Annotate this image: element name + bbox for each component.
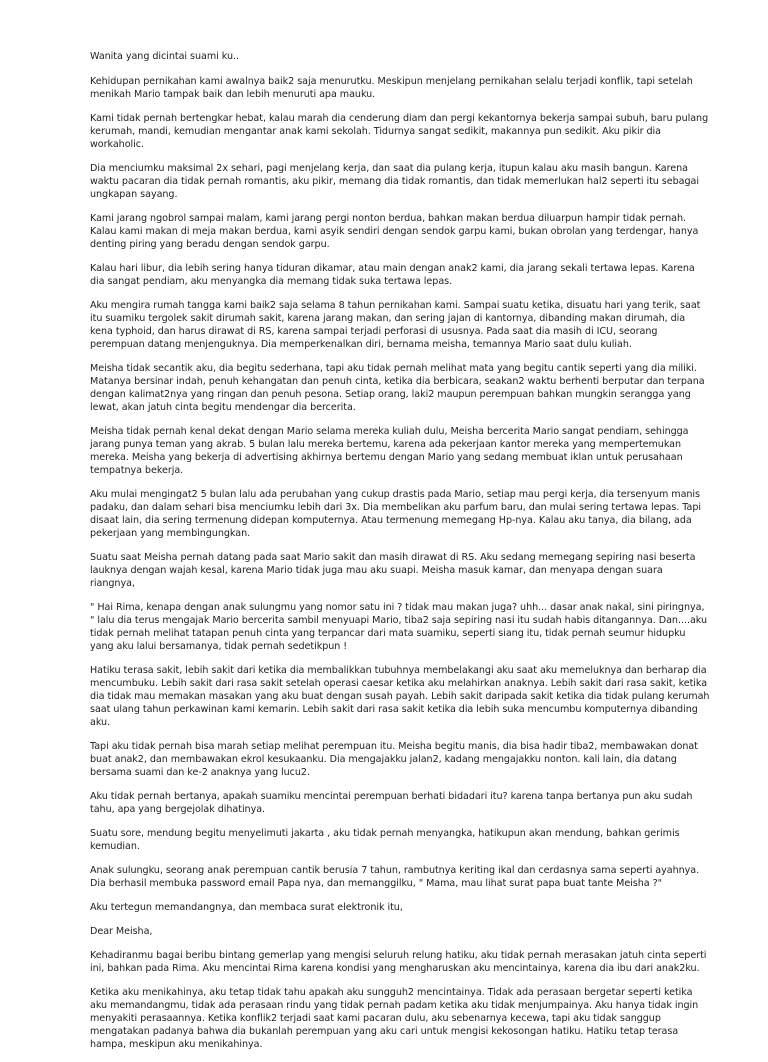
paragraph: Hatiku terasa sakit, lebih sakit dari ketika dia membalikkan tubuhnya membelakangi aku saat aku memeluknya dan berharap dia mencumbuku. Lebih sakit dari rasa sakit setelah operasi caesar ketika aku melahirkan anaknya. Lebih sakit dari rasa sakit, ketika dia tidak mau memakan masakan yang aku buat dengan susah payah. Lebih sakit daripada sakit ketika dia tidak pulang kerumah saat ulang tahun perkawinan kami kemarin. Lebih sakit dari rasa sakit ketika dia lebih suka mencumbu komputernya dibanding aku. bbox=[90, 665, 710, 728]
document-title: Wanita yang dicintai suami ku.. bbox=[90, 51, 240, 62]
paragraph: Anak sulungku, seorang anak perempuan cantik berusia 7 tahun, rambutnya keriting ikal dan cerdasnya sama seperti ayahnya. Dia berhasil membuka password email Papa nya, dan memanggilku, " Mama, mau lihat surat papa buat tante Meisha ?" bbox=[90, 865, 700, 889]
paragraph: Suatu saat Meisha pernah datang pada saat Mario sakit dan masih dirawat di RS. Aku sedang memegang sepiring nasi beserta lauknya dengan wajah kesal, karena Mario tidak juga mau aku suapi. Meisha masuk kamar, dan menyapa dengan suara riangnya, bbox=[90, 552, 696, 589]
document-body bbox=[90, 50, 710, 1062]
paragraph: Aku tidak pernah bertanya, apakah suamiku mencintai perempuan berhati bidadari itu? karena tanpa bertanya pun aku sudah tahu, apa yang bergejolak dihatinya. bbox=[90, 791, 693, 815]
paragraph: Kehadiranmu bagai beribu bintang gemerlap yang mengisi seluruh relung hatiku, aku tidak pernah merasakan jatuh cinta seperti ini, bahkan pada Rima. Aku mencintai Rima karena kondisi yang mengharuskan aku mencintainya, karena dia ibu dari anak2ku. bbox=[90, 950, 707, 974]
paragraph: Aku mengira rumah tangga kami baik2 saja selama 8 tahun pernikahan kami. Sampai suatu ketika, disuatu hari yang terik, saat itu suamiku tergolek sakit dirumah sakit, karena jarang makan, dan sering jajan di kantornya, dibanding makan dirumah, dia kena typhoid, dan harus dirawat di RS, karena sampai terjadi perforasi di ususnya. Pada saat dia masih di ICU, seorang perempuan datang menjenguknya. Dia memperkenalkan diri, bernama meisha, temannya Mario saat dulu kuliah. bbox=[90, 300, 701, 350]
paragraph: Meisha tidak pernah kenal dekat dengan Mario selama mereka kuliah dulu, Meisha bercerita Mario sangat pendiam, sehingga jarang punya teman yang akrab. 5 bulan lalu mereka bertemu, karena ada pekerjaan kantor mereka yang mempertemukan mereka. Meisha yang bekerja di advertising akhirnya bertemu dengan Mario yang sedang membuat iklan untuk perusahaan tempatnya bekerja. bbox=[90, 426, 689, 476]
paragraph: Tapi aku tidak pernah bisa marah setiap melihat perempuan itu. Meisha begitu manis, dia bisa hadir tiba2, membawakan donat buat anak2, dan membawakan ekrol kesukaanku. Dia mengajakku jalan2, kadang mengajakku nonton. kali lain, dia datang bersama suami dan ke-2 anaknya yang lucu2. bbox=[90, 741, 698, 778]
paragraph: Aku tertegun memandangnya, dan membaca surat elektronik itu, bbox=[90, 902, 403, 913]
paragraph: Kami jarang ngobrol sampai malam, kami jarang pergi nonton berdua, bahkan makan berdua diluarpun hampir tidak pernah. Kalau kami makan di meja makan berdua, kami asyik sendiri dengan sendok garpu kami, bukan obrolan yang terdengar, hanya denting piring yang beradu dengan sendok garpu. bbox=[90, 213, 699, 250]
letter-salutation: Dear Meisha, bbox=[90, 926, 153, 937]
paragraph: Ketika aku menikahinya, aku tetap tidak tahu apakah aku sungguh2 mencintainya. Tidak ada perasaan bergetar seperti ketika aku memandangmu, tidak ada perasaan rindu yang tidak pernah padam ketika aku tidak menjumpainya. Aku hanya tidak ingin menyakiti perasaannya. Ketika konflik2 terjadi saat kami pacaran dulu, aku sebenarnya kecewa, tapi aku tidak sanggup mengatakan padanya bahwa dia bukanlah perempuan yang aku cari untuk mengisi kekosongan hatiku. Hatiku tetap terasa hampa, meskipun aku menikahinya. bbox=[90, 987, 699, 1050]
paragraph: Meisha tidak secantik aku, dia begitu sederhana, tapi aku tidak pernah melihat mata yang begitu cantik seperti yang dia miliki. Matanya bersinar indah, penuh kehangatan dan penuh cinta, ketika dia berbicara, seakan2 waktu berhenti berputar dan terpana dengan kalimat2nya yang ringan dan penuh pesona. Setiap orang, laki2 maupun perempuan bahkan mungkin serangga yang lewat, akan jatuh cinta begitu mendengar dia bercerita. bbox=[90, 363, 705, 413]
paragraph: " Hai Rima, kenapa dengan anak sulungmu yang nomor satu ini ? tidak mau makan juga? uhh... dasar anak nakal, sini piringnya, " lalu dia terus mengajak Mario bercerita sambil menyuapi Mario, tiba2 saja sepiring nasi itu sudah habis ditangannya. Dan....aku tidak pernah melihat tatapan penuh cinta yang terpancar dari mata suamiku, seperti siang itu, tidak pernah seumur hidupku yang aku lalui bersamanya, tidak pernah sedetikpun ! bbox=[90, 602, 708, 652]
paragraph: Kami tidak pernah bertengkar hebat, kalau marah dia cenderung diam dan pergi kekantornya bekerja sampai subuh, baru pulang kerumah, mandi, kemudian mengantar anak kami sekolah. Tidurnya sangat sedikit, makannya pun sedikit. Aku pikir dia workaholic. bbox=[90, 113, 709, 150]
paragraph: Aku mulai mengingat2 5 bulan lalu ada perubahan yang cukup drastis pada Mario, setiap mau pergi kerja, dia tersenyum manis padaku, dan dalam sehari bisa menciumku lebih dari 3x. Dia membelikan aku parfum baru, dan mulai sering tertawa lepas. Tapi disaat lain, dia sering termenung didepan komputernya. Atau termenung memegang Hp-nya. Kalau aku tanya, dia bilang, ada pekerjaan yang membingungkan. bbox=[90, 489, 701, 539]
paragraph: Kehidupan pernikahan kami awalnya baik2 saja menurutku. Meskipun menjelang pernikahan selalu terjadi konflik, tapi setelah menikah Mario tampak baik dan lebih menuruti apa mauku. bbox=[90, 76, 693, 100]
paragraph: Dia menciumku maksimal 2x sehari, pagi menjelang kerja, dan saat dia pulang kerja, itupun kalau aku masih bangun. Karena waktu pacaran dia tidak pernah romantis, aku pikir, memang dia tidak romantis, dan tidak memerlukan hal2 seperti itu sebagai ungkapan sayang. bbox=[90, 163, 699, 200]
paragraph: Suatu sore, mendung begitu menyelimuti jakarta , aku tidak pernah menyangka, hatikupun akan mendung, bahkan gerimis kemudian. bbox=[90, 828, 680, 852]
paragraph: Kalau hari libur, dia lebih sering hanya tiduran dikamar, atau main dengan anak2 kami, dia jarang sekali tertawa lepas. Karena dia sangat pendiam, aku menyangka dia memang tidak suka tertawa lepas. bbox=[90, 263, 695, 287]
